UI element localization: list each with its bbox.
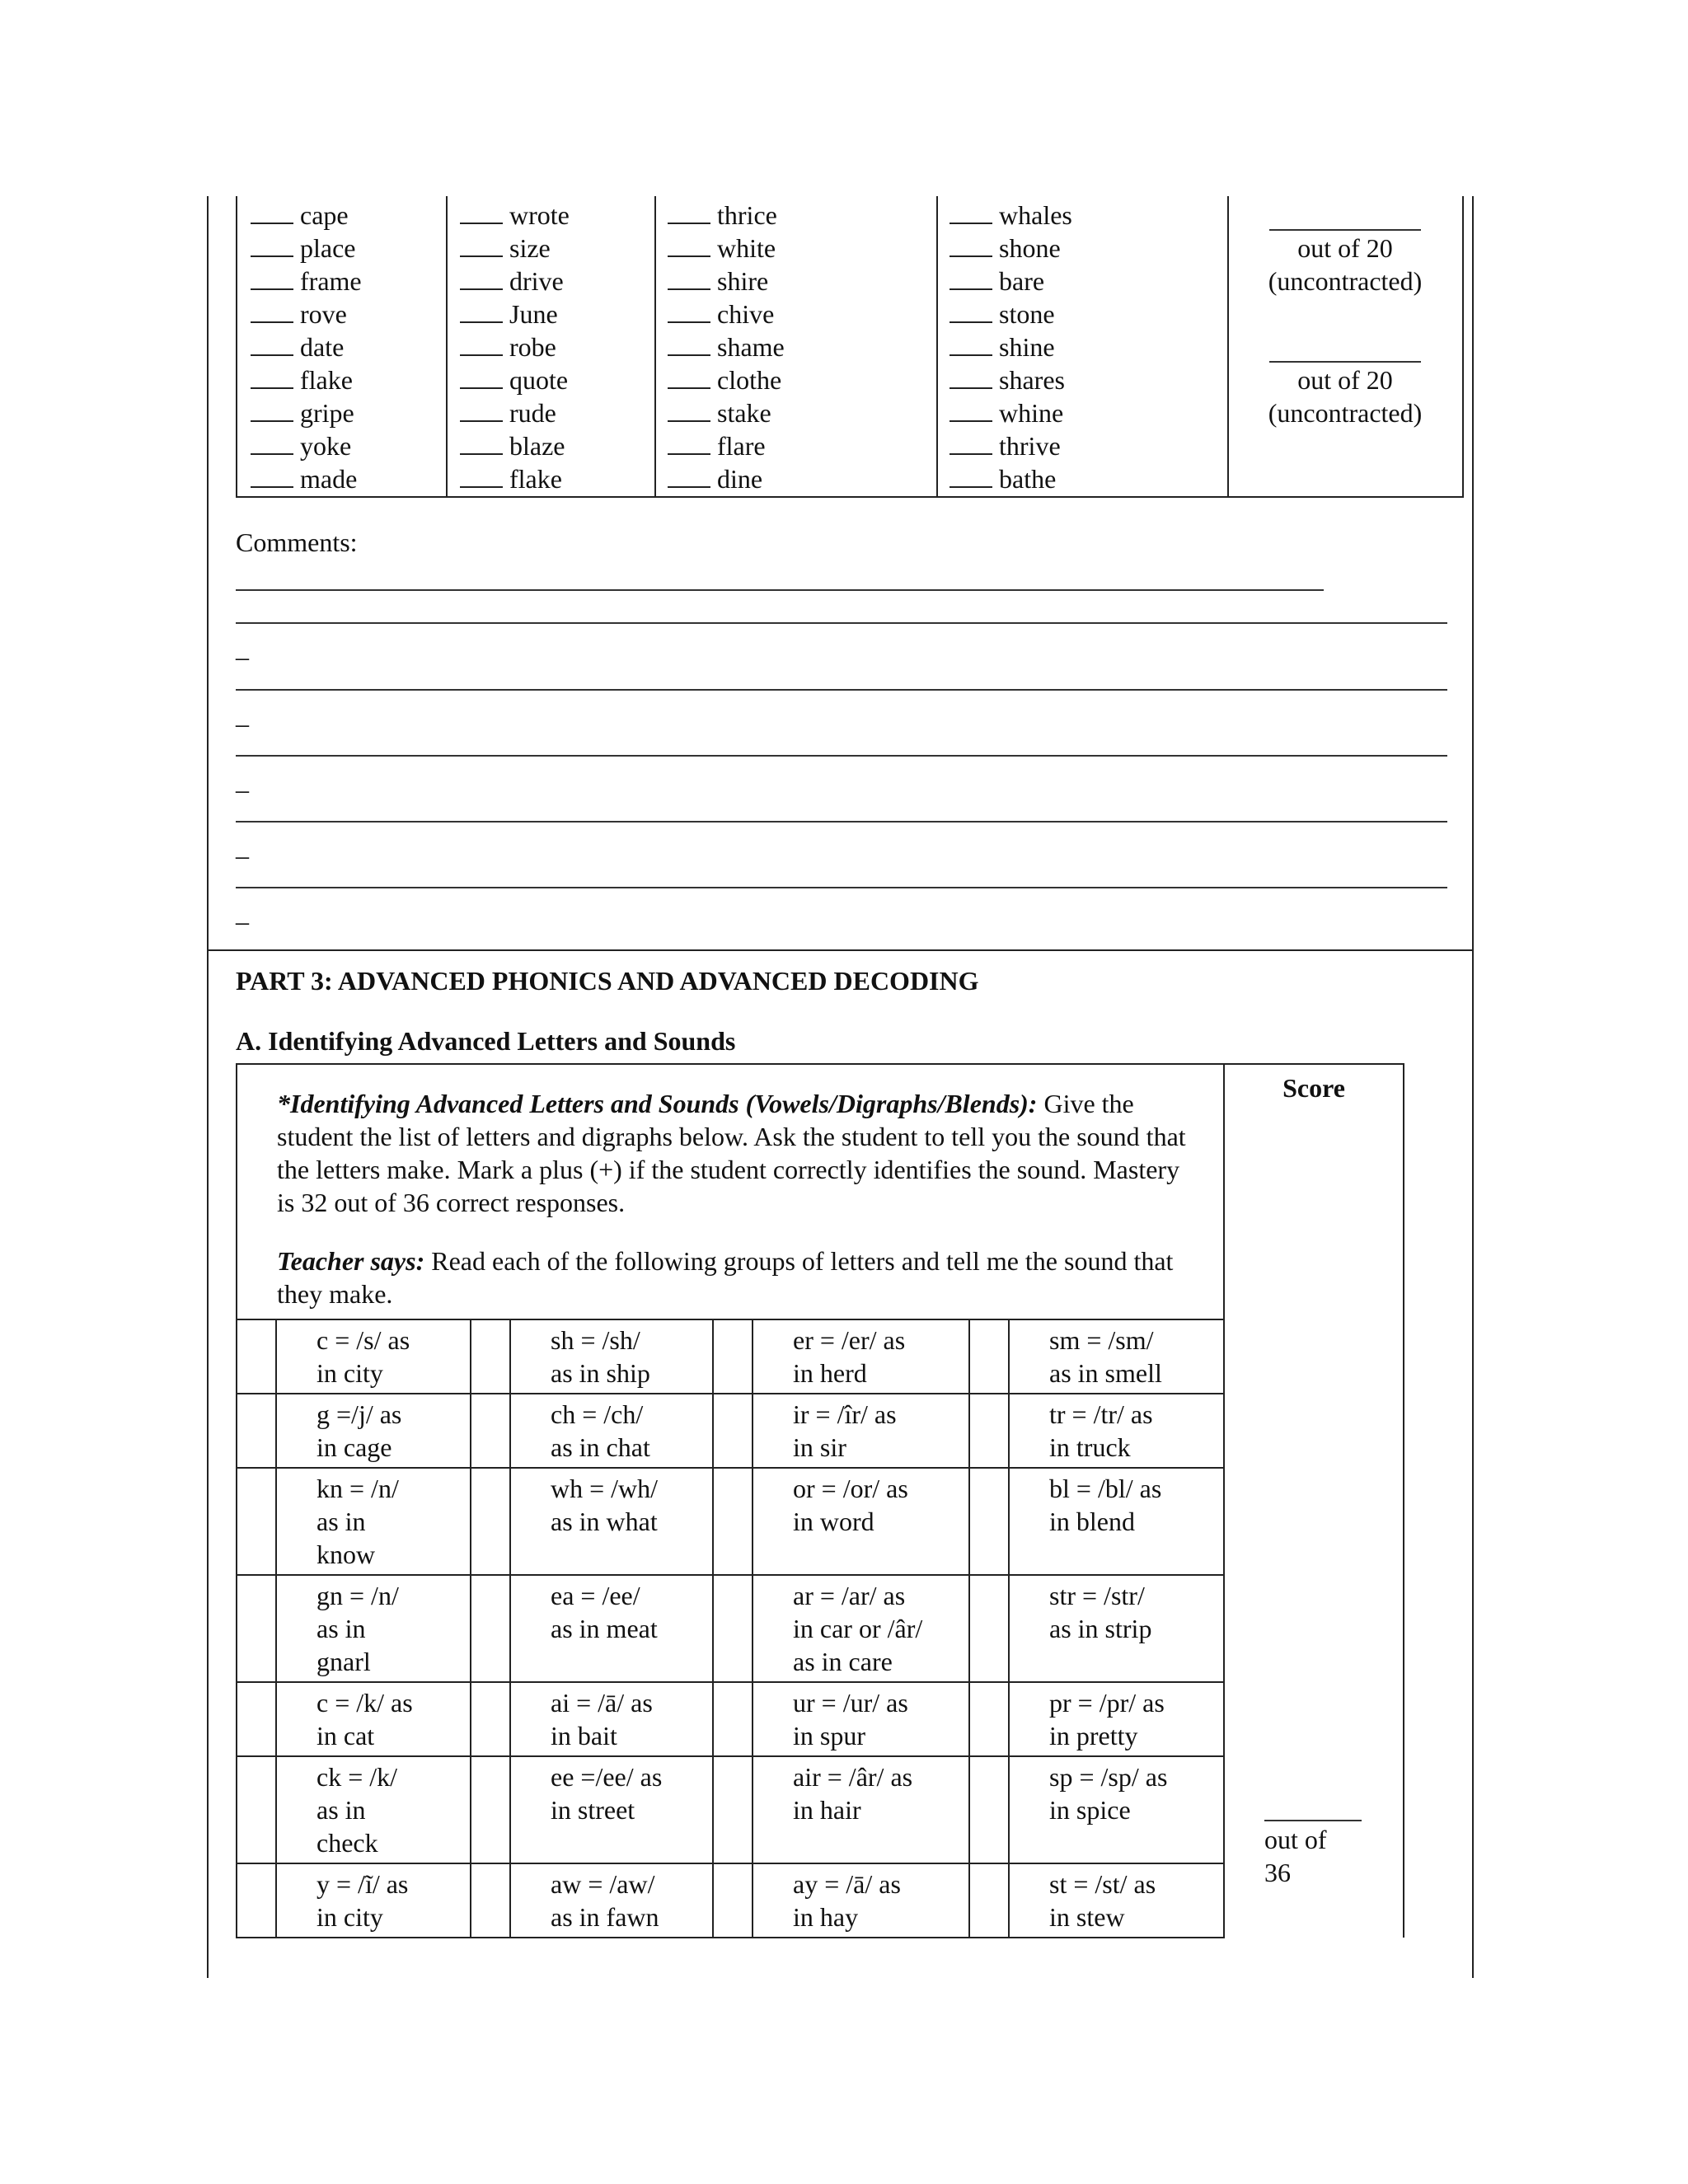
mark-cell[interactable] — [470, 1681, 509, 1755]
comment-dash: _ — [236, 633, 249, 663]
comment-line[interactable] — [236, 887, 1447, 888]
sound-cell: ee =/ee/ as in street — [551, 1762, 663, 1825]
word-text: flake — [300, 365, 353, 395]
word-text: gripe — [300, 398, 354, 428]
word-item — [950, 396, 1063, 429]
comment-dash: _ — [236, 700, 249, 729]
word-item — [950, 232, 1061, 265]
mark-cell[interactable] — [236, 1393, 275, 1467]
word-item — [668, 429, 766, 462]
mark-cell[interactable] — [968, 1863, 1008, 1937]
word-item — [668, 462, 762, 495]
word-text: made — [300, 464, 358, 494]
word-item — [251, 232, 356, 265]
mark-cell[interactable] — [236, 1467, 275, 1574]
word-item — [251, 429, 351, 462]
word-text: yoke — [300, 431, 352, 461]
answer-blank[interactable] — [668, 430, 710, 455]
word-item — [251, 330, 344, 363]
mark-cell[interactable] — [712, 1755, 752, 1863]
word-item — [668, 298, 774, 330]
sound-cell: st = /st/ as in stew — [1049, 1869, 1156, 1932]
sound-cell: ck = /k/ as in check — [316, 1762, 398, 1858]
word-text: June — [509, 299, 558, 329]
sound-cell: kn = /n/ as in know — [316, 1474, 399, 1569]
answer-blank[interactable] — [668, 397, 710, 422]
sound-cell: aw = /aw/ as in fawn — [551, 1869, 659, 1932]
word-item — [460, 462, 562, 495]
mark-cell[interactable] — [236, 1681, 275, 1755]
sound-cell: sp = /sp/ as in spice — [1049, 1762, 1168, 1825]
word-text: clothe — [717, 365, 782, 395]
answer-blank[interactable] — [950, 199, 992, 224]
sound-cell: ch = /ch/ as in chat — [551, 1399, 650, 1462]
word-text: white — [717, 233, 776, 263]
answer-blank[interactable] — [950, 397, 992, 422]
word-item — [251, 396, 354, 429]
answer-blank[interactable] — [251, 463, 293, 488]
answer-blank[interactable] — [460, 463, 503, 488]
word-item — [460, 265, 564, 298]
answer-blank[interactable] — [668, 199, 710, 224]
answer-blank[interactable] — [460, 232, 503, 257]
word-item — [251, 363, 353, 396]
answer-blank[interactable] — [251, 199, 293, 224]
word-text: whine — [999, 398, 1064, 428]
grid-row-line — [236, 1937, 1225, 1938]
mark-cell[interactable] — [470, 1319, 509, 1393]
word-text: shone — [999, 233, 1061, 263]
word-text: shame — [717, 332, 785, 362]
sound-cell: c = /s/ as in city — [316, 1325, 410, 1388]
answer-blank[interactable] — [460, 430, 503, 455]
answer-blank[interactable] — [668, 364, 710, 389]
answer-blank[interactable] — [668, 331, 710, 356]
comment-line[interactable] — [236, 589, 1324, 591]
answer-blank[interactable] — [668, 265, 710, 290]
word-item — [950, 199, 1072, 232]
comment-line[interactable] — [236, 689, 1447, 691]
word-text: rude — [509, 398, 556, 428]
sound-cell: ea = /ee/ as in meat — [551, 1581, 658, 1643]
sound-cell: wh = /wh/ as in what — [551, 1474, 659, 1536]
score-uncontracted-1: (uncontracted) — [1268, 266, 1423, 296]
score-uncontracted-2: (uncontracted) — [1268, 398, 1423, 428]
score-header: Score — [1282, 1073, 1345, 1103]
word-text: drive — [509, 266, 564, 296]
word-item — [668, 396, 771, 429]
answer-blank[interactable] — [251, 298, 293, 323]
sound-cell: bl = /bl/ as in blend — [1049, 1474, 1162, 1536]
word-text: shares — [999, 365, 1065, 395]
mark-cell[interactable] — [712, 1467, 752, 1574]
word-text: flare — [717, 431, 766, 461]
word-item — [460, 232, 551, 265]
word-item — [460, 330, 556, 363]
sound-cell: sh = /sh/ as in ship — [551, 1325, 650, 1388]
word-text: flake — [509, 464, 562, 494]
word-text: thrice — [717, 200, 777, 230]
mark-cell[interactable] — [712, 1319, 752, 1393]
grid-col-line — [275, 1319, 277, 1938]
word-text: dine — [717, 464, 763, 494]
word-text: bathe — [999, 464, 1057, 494]
score-total: 36 — [1264, 1858, 1291, 1887]
word-item — [460, 363, 568, 396]
comment-dash: _ — [236, 832, 249, 861]
section-divider — [207, 949, 1474, 951]
answer-blank[interactable] — [950, 232, 992, 257]
page-border-right — [1472, 196, 1474, 1978]
word-text: shine — [999, 332, 1055, 362]
instruction-text: *Identifying Advanced Letters and Sounds (Vowels/Digraphs/Blends): Give the student the list of letters and digraphs below. Ask the student to tell you the sound that the letters make. Mark a plus (+) if the student correctly identifies the sound. Mastery is 32 out of 36 correct responses. — [277, 1089, 1186, 1217]
grid-col-line — [1008, 1319, 1010, 1938]
part3-heading: PART 3: ADVANCED PHONICS AND ADVANCED DECODING — [236, 966, 979, 996]
sound-cell: er = /er/ as in herd — [793, 1325, 906, 1388]
word-text: date — [300, 332, 345, 362]
word-item — [668, 330, 785, 363]
answer-blank[interactable] — [460, 364, 503, 389]
mark-cell[interactable] — [236, 1755, 275, 1863]
mark-cell[interactable] — [968, 1467, 1008, 1574]
answer-blank[interactable] — [460, 298, 503, 323]
comment-line[interactable] — [236, 821, 1447, 823]
answer-blank[interactable] — [460, 265, 503, 290]
mark-cell[interactable] — [470, 1467, 509, 1574]
sound-cell: ai = /ā/ as in bait — [551, 1688, 653, 1750]
answer-blank[interactable] — [251, 265, 293, 290]
word-item — [251, 265, 362, 298]
grid-col-line — [752, 1319, 753, 1938]
answer-blank[interactable] — [668, 463, 710, 488]
word-item — [950, 298, 1055, 330]
word-text: quote — [509, 365, 569, 395]
word-item — [668, 363, 781, 396]
word-item — [668, 232, 776, 265]
word-text: thrive — [999, 431, 1061, 461]
word-text: stone — [999, 299, 1055, 329]
mark-cell[interactable] — [712, 1574, 752, 1681]
answer-blank[interactable] — [950, 430, 992, 455]
answer-blank[interactable] — [950, 331, 992, 356]
comment-line[interactable] — [236, 622, 1447, 624]
answer-blank[interactable] — [668, 232, 710, 257]
answer-blank[interactable] — [251, 430, 293, 455]
sound-cell: pr = /pr/ as in pretty — [1049, 1688, 1165, 1750]
word-item — [668, 199, 777, 232]
word-text: frame — [300, 266, 362, 296]
answer-blank[interactable] — [460, 397, 503, 422]
answer-blank[interactable] — [950, 364, 992, 389]
word-item — [950, 462, 1056, 495]
answer-blank[interactable] — [251, 397, 293, 422]
word-text: robe — [509, 332, 556, 362]
sound-cell: ir = /îr/ as in sir — [793, 1399, 897, 1462]
answer-blank[interactable] — [950, 298, 992, 323]
teacher-says-text: Teacher says: Read each of the following groups of letters and tell me the sound that they make. — [277, 1246, 1174, 1309]
word-item — [460, 298, 558, 330]
sound-cell: c = /k/ as in cat — [316, 1688, 413, 1750]
score-out-of-2: out of 20 — [1297, 365, 1393, 395]
word-item — [251, 462, 357, 495]
sound-cell: ay = /ā/ as in hay — [793, 1869, 901, 1932]
comment-dash: _ — [236, 898, 249, 927]
word-text: chive — [717, 299, 775, 329]
mark-cell[interactable] — [968, 1574, 1008, 1681]
answer-blank[interactable] — [251, 364, 293, 389]
word-item — [460, 396, 556, 429]
word-text: place — [300, 233, 356, 263]
mark-cell[interactable] — [968, 1393, 1008, 1467]
mark-cell[interactable] — [236, 1319, 275, 1393]
sound-cell: g =/j/ as in cage — [316, 1399, 402, 1462]
mark-cell[interactable] — [470, 1755, 509, 1863]
word-text: bare — [999, 266, 1045, 296]
mark-cell[interactable] — [968, 1681, 1008, 1755]
mark-cell[interactable] — [712, 1863, 752, 1937]
word-item — [950, 330, 1055, 363]
answer-blank[interactable] — [460, 199, 503, 224]
sound-cell: air = /âr/ as in hair — [793, 1762, 913, 1825]
sound-cell: or = /or/ as in word — [793, 1474, 908, 1536]
sound-cell: str = /str/ as in strip — [1049, 1581, 1152, 1643]
word-text: blaze — [509, 431, 565, 461]
word-item — [251, 199, 349, 232]
word-item — [950, 429, 1061, 462]
word-text: whales — [999, 200, 1072, 230]
comment-dash: _ — [236, 766, 249, 795]
mark-cell[interactable] — [968, 1755, 1008, 1863]
word-item — [950, 363, 1065, 396]
score-blank-line-3[interactable] — [1264, 1820, 1362, 1821]
sound-cell: ur = /ur/ as in spur — [793, 1688, 908, 1750]
part3-subheading: A. Identifying Advanced Letters and Sounds — [236, 1026, 736, 1056]
word-item — [950, 265, 1044, 298]
grid-col-line — [509, 1319, 511, 1938]
sound-cell: gn = /n/ as in gnarl — [316, 1581, 399, 1676]
comments-label: Comments: — [236, 527, 358, 557]
word-item — [460, 199, 570, 232]
sound-cell: y = /ĩ/ as in city — [316, 1869, 409, 1932]
word-text: size — [509, 233, 551, 263]
sound-cell: sm = /sm/ as in smell — [1049, 1325, 1162, 1388]
score-blank-line-2[interactable] — [1269, 361, 1421, 363]
word-text: wrote — [509, 200, 570, 230]
mark-cell[interactable] — [470, 1393, 509, 1467]
page-border-left — [207, 196, 209, 1978]
word-item — [251, 298, 347, 330]
mark-cell[interactable] — [712, 1681, 752, 1755]
word-item — [668, 265, 768, 298]
answer-blank[interactable] — [251, 331, 293, 356]
answer-blank[interactable] — [950, 463, 992, 488]
answer-blank[interactable] — [251, 232, 293, 257]
sound-cell: tr = /tr/ as in truck — [1049, 1399, 1153, 1462]
sound-cell: ar = /ar/ as in car or /âr/ as in care — [793, 1581, 923, 1676]
word-text: shire — [717, 266, 769, 296]
mark-cell[interactable] — [236, 1574, 275, 1681]
mark-cell[interactable] — [470, 1863, 509, 1937]
answer-blank[interactable] — [460, 331, 503, 356]
score-blank-line-1[interactable] — [1269, 229, 1421, 231]
mark-cell[interactable] — [968, 1319, 1008, 1393]
mark-cell[interactable] — [236, 1863, 275, 1937]
score-out-of-1: out of 20 — [1297, 233, 1393, 263]
answer-blank[interactable] — [950, 265, 992, 290]
word-text: stake — [717, 398, 771, 428]
word-text: cape — [300, 200, 349, 230]
word-text: rove — [300, 299, 347, 329]
score-out-of-label: out of — [1264, 1825, 1327, 1854]
comment-line[interactable] — [236, 755, 1447, 757]
word-item — [460, 429, 565, 462]
mark-cell[interactable] — [712, 1393, 752, 1467]
answer-blank[interactable] — [668, 298, 710, 323]
mark-cell[interactable] — [470, 1574, 509, 1681]
